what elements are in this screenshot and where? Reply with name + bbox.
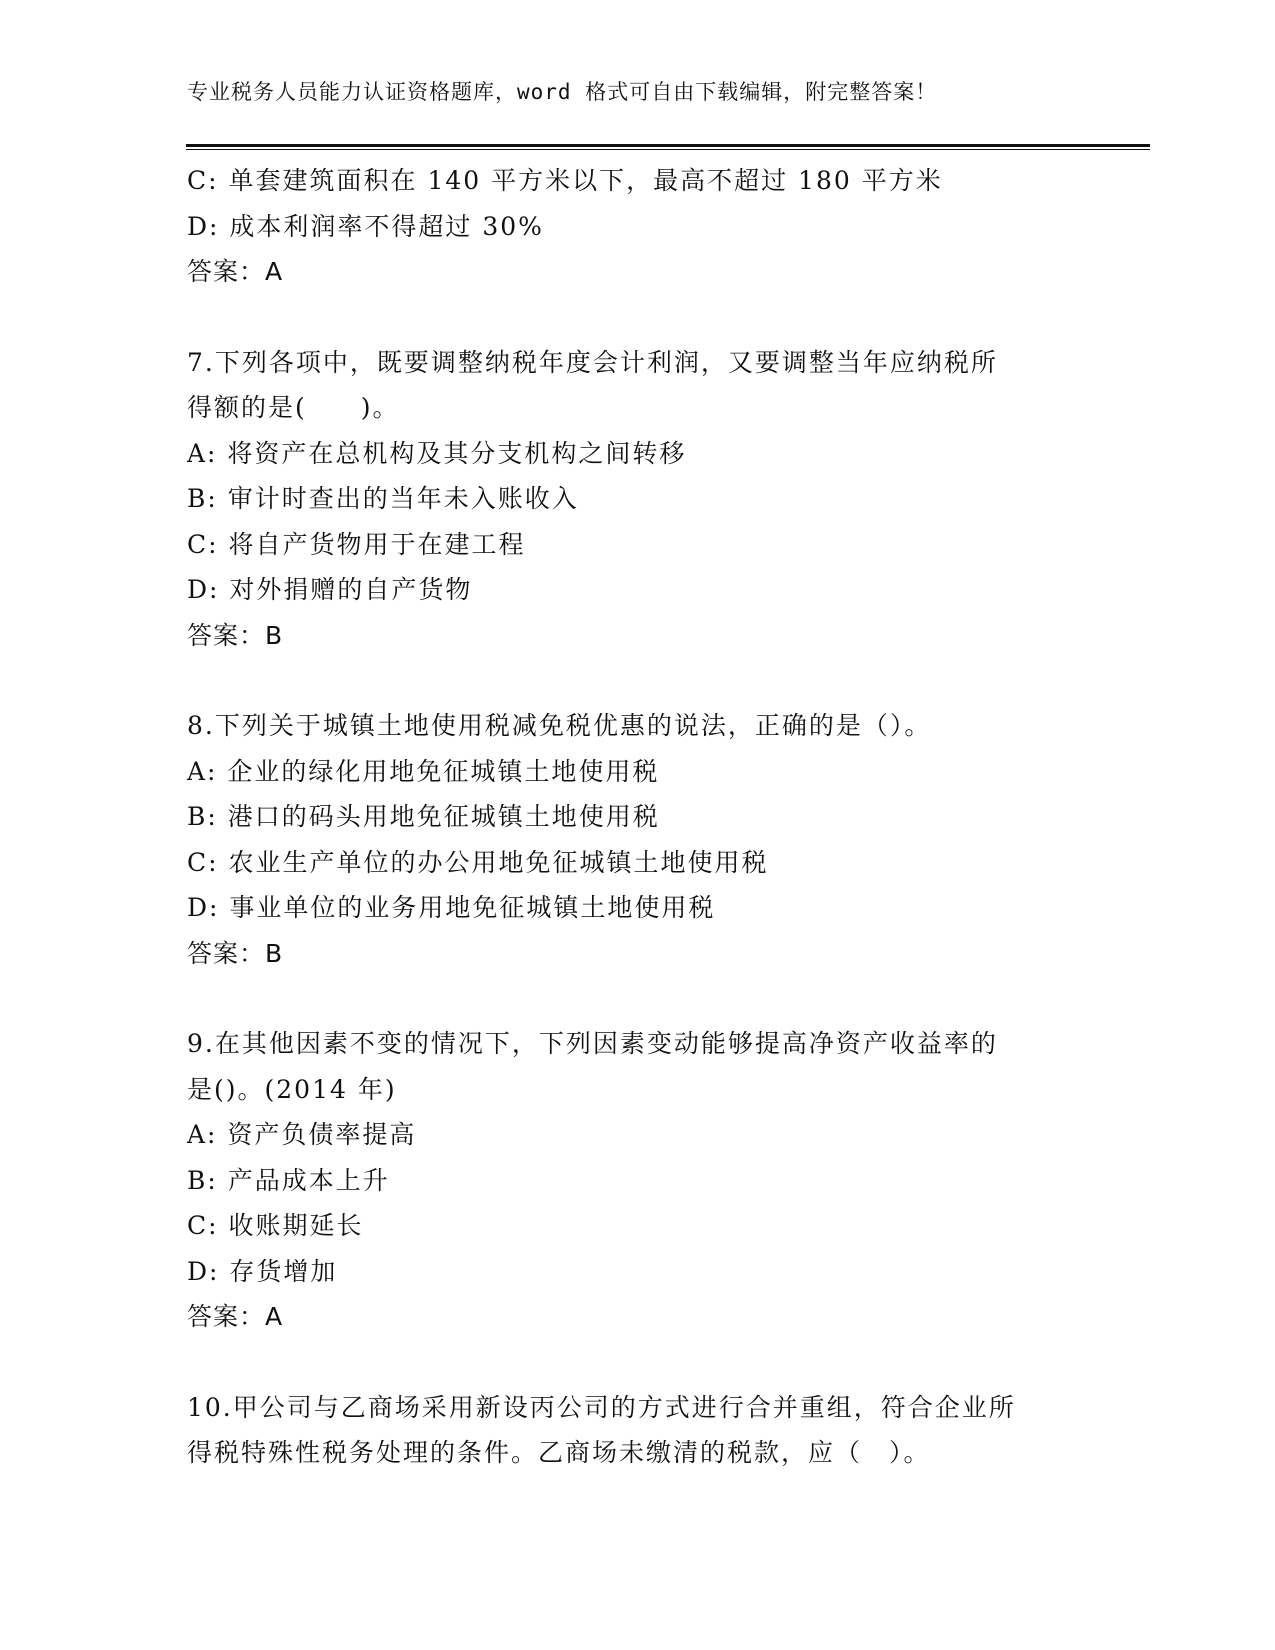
question-7 — [187, 340, 1087, 659]
option-a: A: 将资产在总机构及其分支机构之间转移 — [187, 438, 687, 468]
option-d: D: 存货增加 — [187, 1256, 338, 1286]
question-stem: 7.下列各项中，既要调整纳税年度会计利润，又要调整当年应纳税所 — [187, 347, 998, 377]
question-stem: 得税特殊性税务处理的条件。乙商场未缴清的税款，应（ ）。 — [187, 1438, 931, 1467]
option-b: B: 产品成本上升 — [187, 1165, 390, 1195]
question-stem: 8.下列关于城镇土地使用税减免税优惠的说法，正确的是（）。 — [187, 711, 932, 740]
answer-line: 答案：A — [187, 257, 284, 286]
question-10 — [187, 1385, 1087, 1476]
question-8 — [187, 703, 1087, 976]
answer-line: 答案：B — [187, 938, 284, 968]
option-d: D: 对外捐赠的自产货物 — [187, 575, 473, 604]
question-stem: 是()。(2014 年) — [187, 1074, 397, 1104]
header-rule — [186, 144, 1150, 147]
option-b: B: 审计时查出的当年未入账收入 — [187, 484, 579, 513]
option-c: C: 收账期延长 — [187, 1211, 364, 1240]
answer-line: 答案：A — [187, 1302, 284, 1331]
page-header: 专业税务人员能力认证资格题库，word 格式可自由下载编辑，附完整答案！ — [187, 80, 938, 104]
prev-question-tail — [187, 158, 1087, 295]
question-stem: 得额的是( )。 — [187, 393, 400, 422]
option-a: A: 资产负债率提高 — [187, 1120, 417, 1149]
answer-line: 答案：B — [187, 620, 284, 650]
option-c: C: 将自产货物用于在建工程 — [187, 529, 526, 559]
question-9 — [187, 1021, 1087, 1340]
option-a: A: 企业的绿化用地免征城镇土地使用税 — [187, 756, 660, 786]
header-rule-thin — [186, 149, 1150, 150]
document-body — [187, 158, 1087, 1476]
option-d: D: 成本利润率不得超过 30% — [187, 211, 544, 241]
option-c: C: 农业生产单位的办公用地免征城镇土地使用税 — [187, 847, 769, 877]
option-c: C: 单套建筑面积在 140 平方米以下，最高不超过 180 平方米 — [187, 166, 943, 195]
option-d: D: 事业单位的业务用地免征城镇土地使用税 — [187, 893, 716, 922]
option-b: B: 港口的码头用地免征城镇土地使用税 — [187, 802, 660, 831]
question-stem: 10.甲公司与乙商场采用新设丙公司的方式进行合并重组，符合企业所 — [187, 1392, 1016, 1422]
question-stem: 9.在其他因素不变的情况下，下列因素变动能够提高净资产收益率的 — [187, 1029, 998, 1058]
